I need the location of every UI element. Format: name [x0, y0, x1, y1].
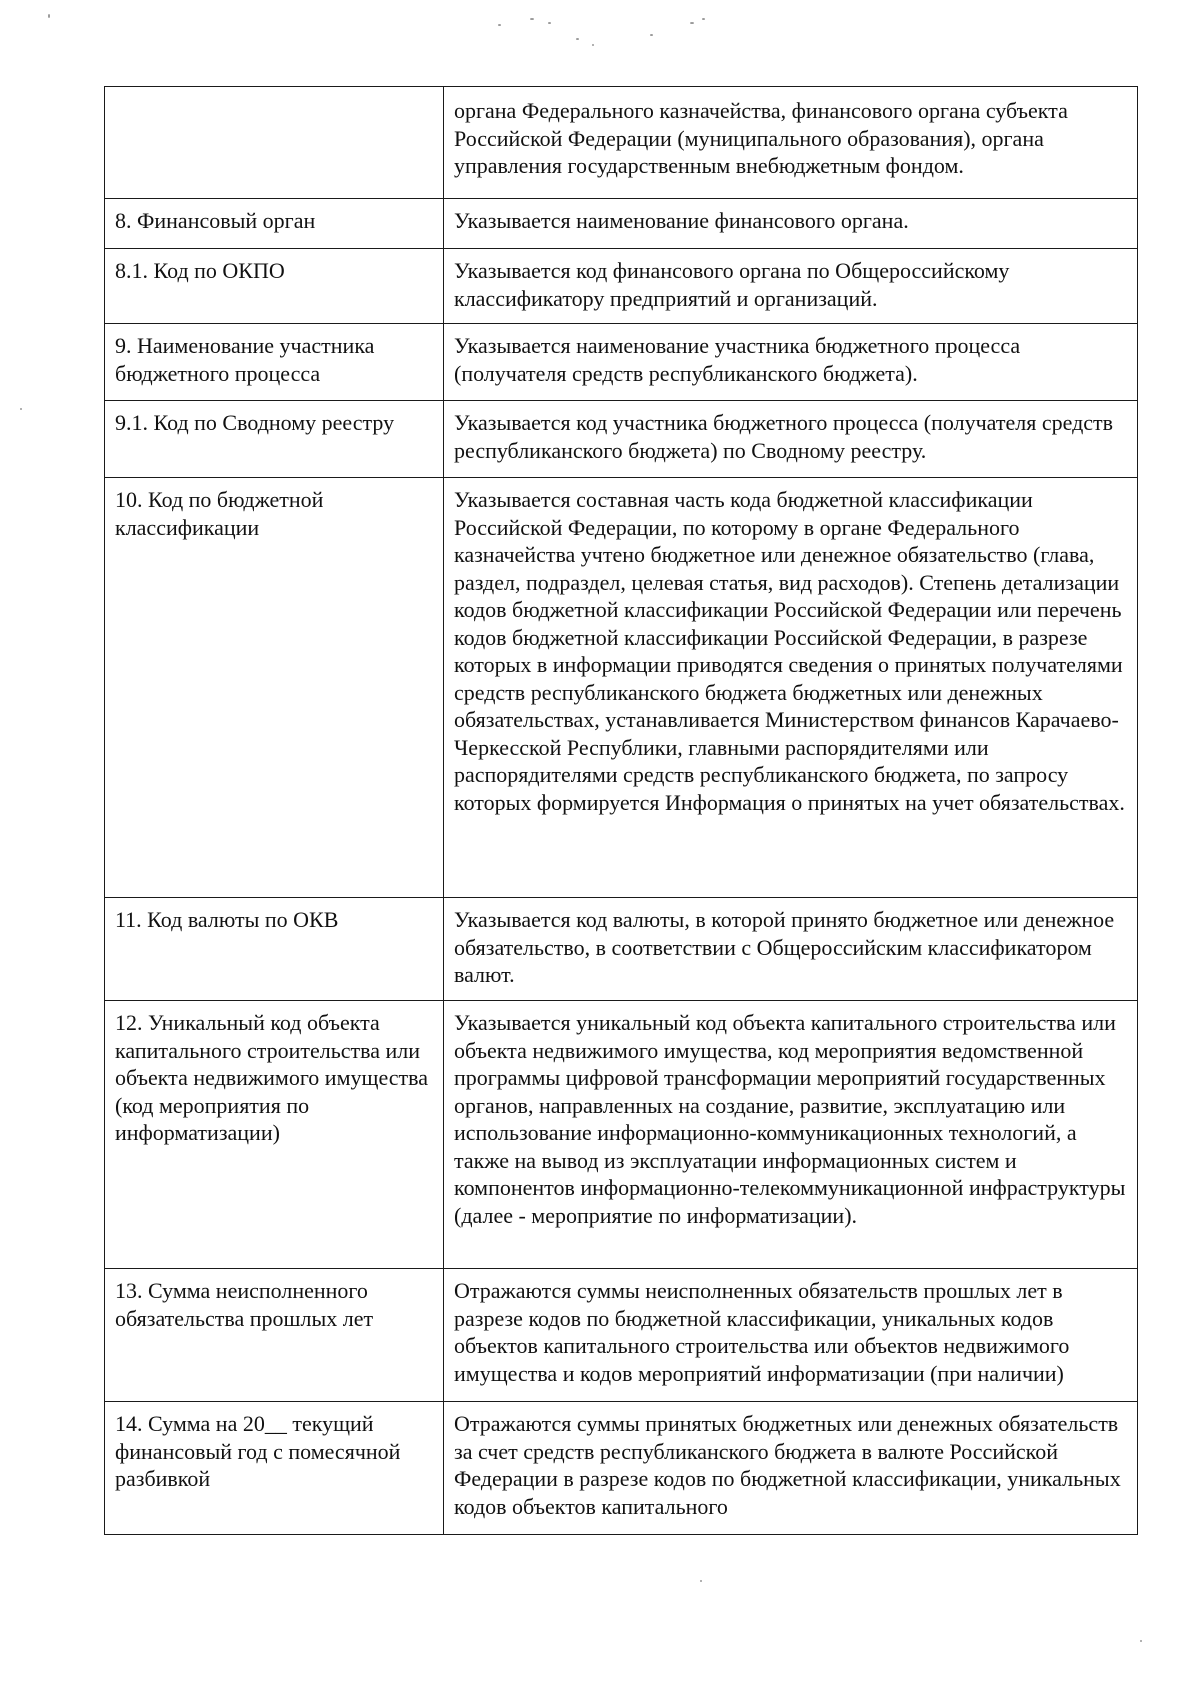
scan-speck [592, 44, 594, 46]
table-row [105, 199, 1138, 249]
scan-speck [690, 22, 694, 24]
table-row [105, 478, 1138, 898]
table-row [105, 1402, 1138, 1535]
table-row [105, 401, 1138, 478]
field-name-cell: 11. Код валюты по ОКВ [105, 898, 444, 1001]
table-row [105, 1001, 1138, 1269]
scan-speck [48, 14, 50, 18]
field-name-cell: 9.1. Код по Сводному реестру [105, 401, 444, 478]
table-row [105, 87, 1138, 199]
field-description-cell: Указывается наименование финансового органа. [444, 199, 1138, 249]
scan-speck [650, 34, 653, 36]
field-description-cell: Отражаются суммы неисполненных обязательств прошлых лет в разрезе кодов по бюджетной классификации, уникальных кодов объектов капитального строительства или объектов недвижимого имущества и кодов мероприятий информатизации (при наличии) [444, 1269, 1138, 1402]
field-description-cell: Отражаются суммы принятых бюджетных или денежных обязательств за счет средств республиканского бюджета в валюте Российской Федерации в разрезе кодов по бюджетной классификации, уникальных кодов объектов капитального [444, 1402, 1138, 1535]
field-name-cell: 8. Финансовый орган [105, 199, 444, 249]
field-name-cell: 8.1. Код по ОКПО [105, 249, 444, 324]
field-description-cell: Указывается код финансового органа по Общероссийскому классификатору предприятий и организаций. [444, 249, 1138, 324]
field-name-cell: 12. Уникальный код объекта капитального строительства или объекта недвижимого имущества (код мероприятия по информатизации) [105, 1001, 444, 1269]
scan-speck [1140, 1640, 1142, 1642]
scan-speck [498, 24, 501, 26]
field-description-cell: Указывается составная часть кода бюджетной классификации Российской Федерации, по которому в органе Федерального казначейства учтено бюджетное или денежное обязательство (глава, раздел, подраздел, целевая статья, вид расходов). Степень детализации кодов бюджетной классификации Российской Федерации или перечень кодов бюджетной классификации Российской Федерации, в разрезе которых в информации приводятся сведения о принятых получателями средств республиканского бюджета бюджетных или денежных обязательствах, устанавливается Министерством финансов Карачаево-Черкесской Республики, главными распорядителями или распорядителями средств республиканского бюджета, по запросу которых формируется Информация о принятых на учет обязательствах. [444, 478, 1138, 898]
field-description-cell: Указывается наименование участника бюджетного процесса (получателя средств республиканского бюджета). [444, 324, 1138, 401]
field-name-cell: 13. Сумма неисполненного обязательства прошлых лет [105, 1269, 444, 1402]
field-name-cell [105, 87, 444, 199]
scan-speck [576, 38, 579, 40]
field-name-cell: 10. Код по бюджетной классификации [105, 478, 444, 898]
scan-speck [700, 1580, 702, 1582]
scan-speck [530, 18, 534, 20]
field-description-cell: Указывается код валюты, в которой принято бюджетное или денежное обязательство, в соответствии с Общероссийским классификатором валют. [444, 898, 1138, 1001]
field-name-cell: 14. Сумма на 20__ текущий финансовый год с помесячной разбивкой [105, 1402, 444, 1535]
field-description-cell: Указывается код участника бюджетного процесса (получателя средств республиканского бюджета) по Сводному реестру. [444, 401, 1138, 478]
field-description-cell: органа Федерального казначейства, финансового органа субъекта Российской Федерации (муниципального образования), органа управления государственным внебюджетным фондом. [444, 87, 1138, 199]
table-row [105, 1269, 1138, 1402]
scan-speck [702, 18, 705, 20]
table-row [105, 324, 1138, 401]
field-name-cell: 9. Наименование участника бюджетного процесса [105, 324, 444, 401]
fields-description-table [104, 86, 1138, 1535]
table-row [105, 898, 1138, 1001]
scan-speck [548, 22, 551, 24]
table-row [105, 249, 1138, 324]
field-description-cell: Указывается уникальный код объекта капитального строительства или объекта недвижимого имущества, код мероприятия ведомственной программы цифровой трансформации мероприятий государственных органов, направленных на создание, развитие, эксплуатацию или использование информационно-коммуникационных технологий, а также на вывод из эксплуатации информационных систем и компонентов информационно-телекоммуникационной инфраструктуры (далее - мероприятие по информатизации). [444, 1001, 1138, 1269]
scan-speck [20, 408, 22, 410]
